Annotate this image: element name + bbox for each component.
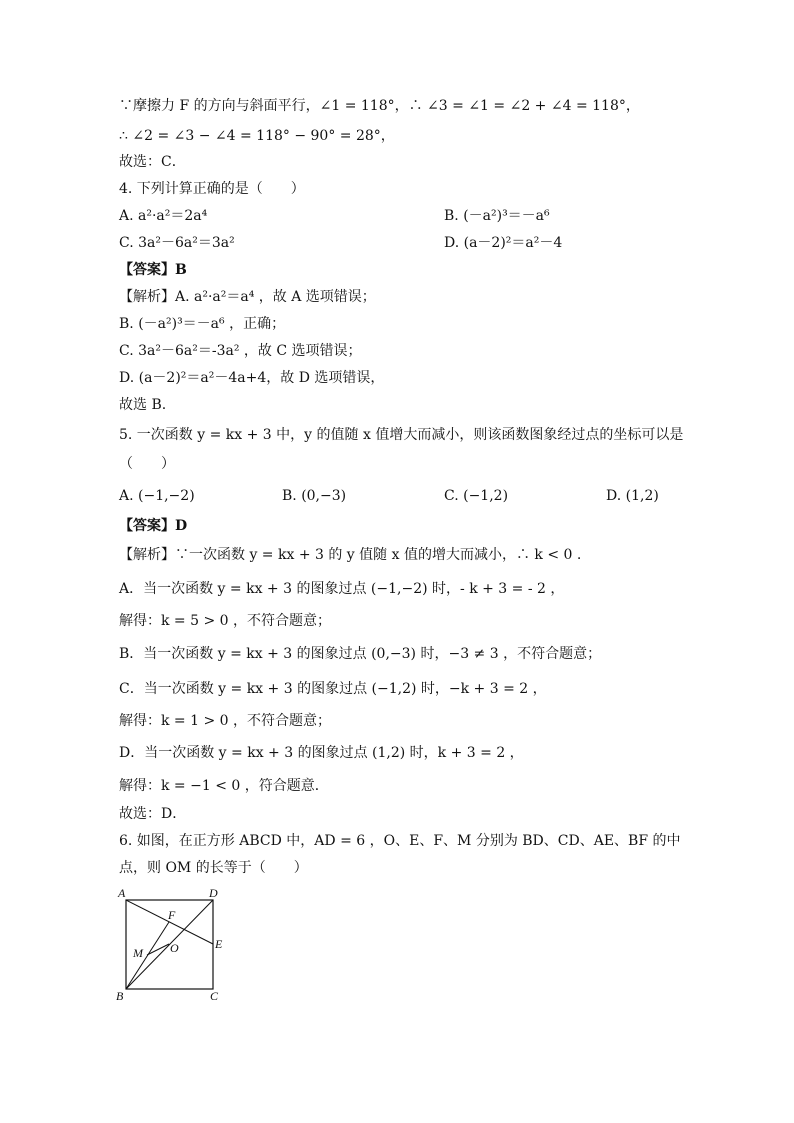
q4-stem: 4. 下列计算正确的是（ ） bbox=[119, 181, 305, 197]
q5-analysis-line: C．当一次函数 y = kx + 3 的图象过点 (−1,2) 时，−k + 3 = 2 ， bbox=[119, 681, 547, 697]
segment-om bbox=[147, 944, 169, 955]
q4-analysis-line: 故选 B. bbox=[119, 397, 167, 413]
q4-option-d: D. (a－2)²＝a²－4 bbox=[444, 235, 563, 251]
q5-option-a: A. (−1,−2) bbox=[119, 488, 195, 504]
q4-option-b: B. (－a²)³＝－a⁶ bbox=[444, 208, 550, 224]
q4-answer: 【答案】B bbox=[119, 262, 187, 278]
q6-stem-line-1: 6. 如图，在正方形 ABCD 中，AD = 6 ，O、E、F、M 分别为 BD、CD、AE、BF 的中 bbox=[119, 833, 681, 849]
segment-ae bbox=[126, 900, 213, 944]
q5-option-d: D. (1,2) bbox=[606, 488, 659, 504]
square-abcd-figure bbox=[112, 884, 232, 1004]
q5-analysis-line: 解得：k = −1 < 0 ，符合题意． bbox=[119, 778, 329, 794]
q4-option-a: A. a²·a²＝2a⁴ bbox=[119, 208, 208, 224]
q4-analysis-line: 【解析】A. a²·a²＝a⁴ ，故 A 选项错误； bbox=[119, 289, 376, 305]
label-d: D bbox=[209, 886, 218, 900]
q5-stem-line-1: 5. 一次函数 y = kx + 3 中，y 的值随 x 值增大而减小，则该函数图象经过点的坐标可以是 bbox=[119, 427, 684, 443]
label-b: B bbox=[116, 989, 124, 1003]
q5-answer: 【答案】D bbox=[119, 518, 188, 534]
q3-text-line-2: ∴ ∠2 = ∠3 − ∠4 = 118° − 90° = 28°， bbox=[119, 128, 395, 144]
q4-analysis-line: B. (－a²)³＝－a⁶ ，正确； bbox=[119, 316, 286, 332]
q5-analysis-line: D．当一次函数 y = kx + 3 的图象过点 (1,2) 时，k + 3 = 2 ， bbox=[119, 745, 524, 761]
q5-analysis-line: 【解析】∵一次函数 y = kx + 3 的 y 值随 x 值的增大而减小，∴ k < 0 . bbox=[119, 547, 582, 563]
q3-choice: 故选：C． bbox=[119, 154, 186, 170]
q5-stem-line-2: （ ） bbox=[119, 456, 175, 472]
q5-analysis-line: B．当一次函数 y = kx + 3 的图象过点 (0,−3) 时，−3 ≠ 3 ，不符合题意； bbox=[119, 646, 602, 662]
q4-option-c: C. 3a²－6a²＝3a² bbox=[119, 235, 235, 251]
q5-analysis-line: A．当一次函数 y = kx + 3 的图象过点 (−1,−2) 时，- k + 3 = - 2 ， bbox=[119, 581, 565, 597]
label-c: C bbox=[210, 989, 219, 1003]
q5-option-c: C. (−1,2) bbox=[444, 488, 509, 504]
q5-option-b: B. (0,−3) bbox=[282, 488, 347, 504]
q5-analysis-line: 解得：k = 5 > 0 ，不符合题意； bbox=[119, 613, 332, 629]
q4-analysis-line: C. 3a²－6a²＝-3a² ，故 C 选项错误； bbox=[119, 343, 362, 359]
q4-analysis-line: D. (a－2)²＝a²－4a+4，故 D 选项错误， bbox=[119, 370, 385, 386]
q5-analysis-line: 故选：D． bbox=[119, 806, 187, 822]
label-e: E bbox=[215, 937, 223, 951]
label-a: A bbox=[118, 886, 126, 900]
label-f: F bbox=[168, 908, 176, 922]
label-o: O bbox=[170, 941, 179, 955]
q6-stem-line-2: 点，则 OM 的长等于（ ） bbox=[119, 860, 308, 876]
q5-analysis-line: 解得：k = 1 > 0 ，不符合题意； bbox=[119, 713, 332, 729]
label-m: M bbox=[133, 946, 143, 960]
q3-text-line-1: ∵摩擦力 F 的方向与斜面平行，∠1 = 118°，∴ ∠3 = ∠1 = ∠2 + ∠4 = 118°， bbox=[119, 98, 640, 114]
